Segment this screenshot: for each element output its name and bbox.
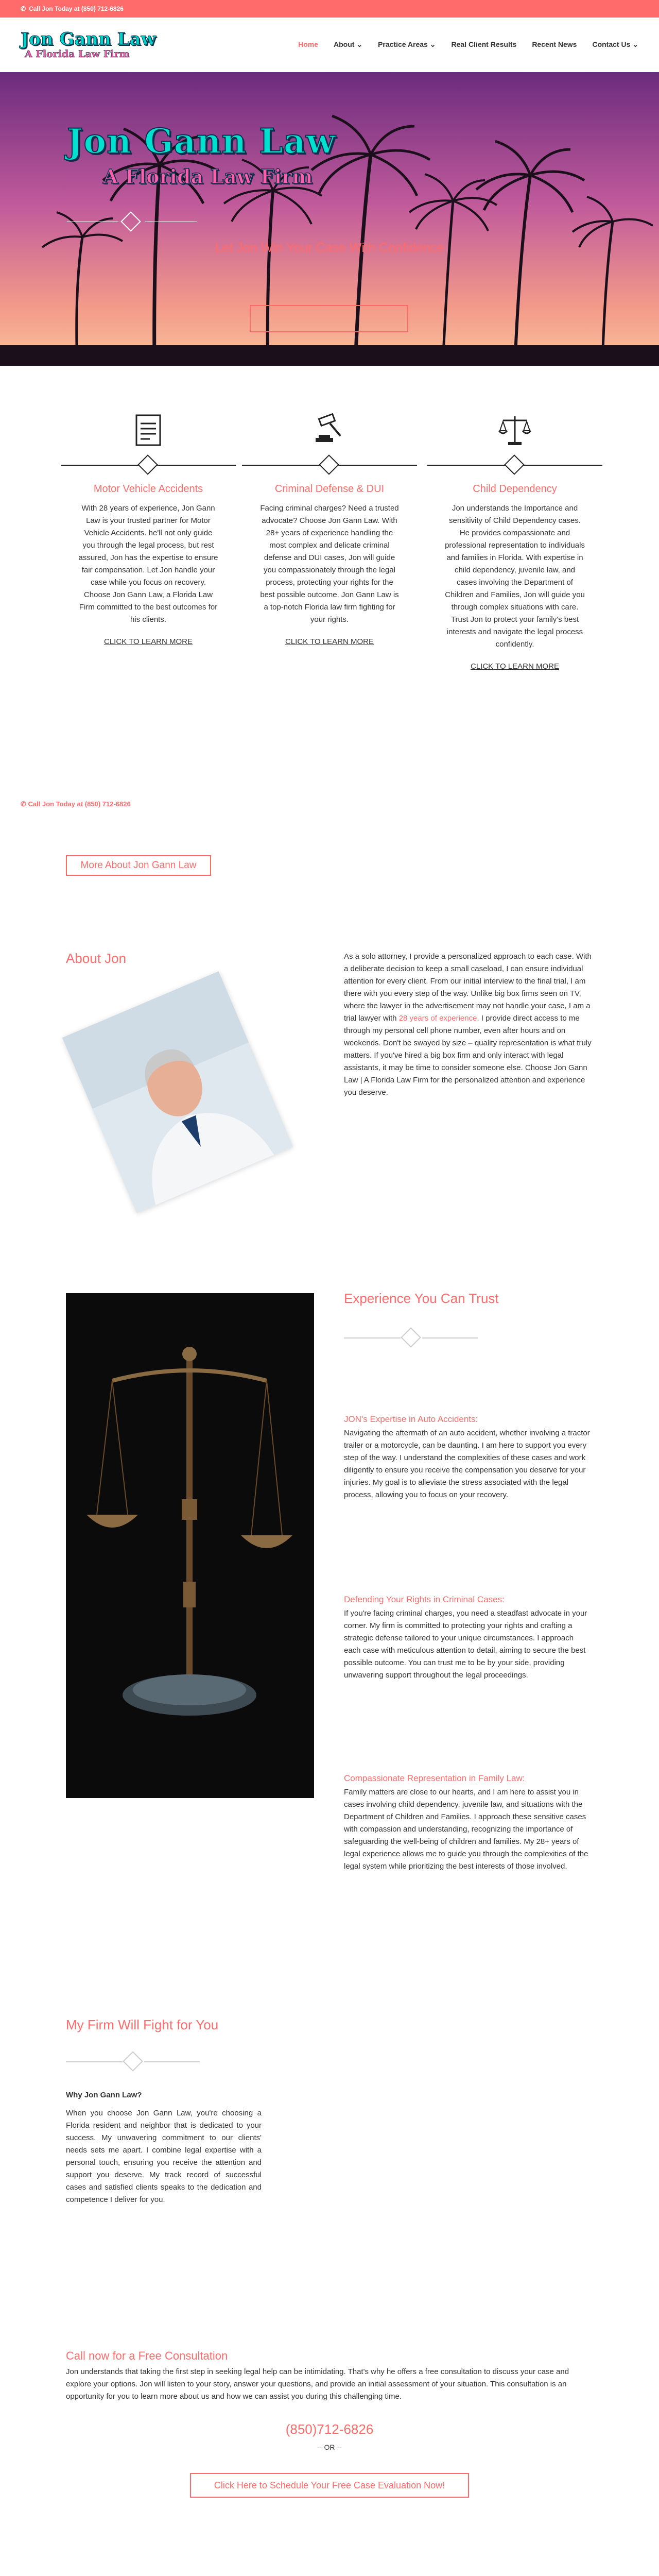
more-about-button[interactable]: More About Jon Gann Law bbox=[66, 855, 211, 876]
service-text: Jon understands the Importance and sensitivity of Child Dependency cases. He provides compassionate and professional representation to individuals and families in Florida. With expertise in child dependency, juvenile law, and cases involving the Department of Children and Families, Jon will guide you through complex situations with care. Trust Jon to protect your family's best interests and navigate the legal process confidently. bbox=[445, 504, 585, 649]
nav-contact-us[interactable]: Contact Us ⌄ bbox=[592, 40, 638, 48]
top-call-text: Call Jon Today at (850) 712-6826 bbox=[29, 5, 124, 12]
scales-icon bbox=[497, 412, 533, 448]
service-text: With 28 years of experience, Jon Gann Law is your trusted partner for Motor Vehicle Accidents. he'll not only guide you through the legal process, but rest assured, Jon has the expertise to ensure fair compensation. Let Jon handle your case while you focus on recovery. Choose Jon Gann Law, a Florida Law Firm committed to the best outcomes for his clients. bbox=[78, 504, 218, 624]
service-title: Child Dependency bbox=[473, 483, 557, 495]
logo-sub-text: A Florida Law Firm bbox=[25, 48, 130, 60]
fight-heading: My Firm Will Fight for You bbox=[66, 2017, 219, 2032]
service-criminal-defense bbox=[242, 412, 417, 647]
hero-cta-button[interactable] bbox=[250, 305, 408, 332]
nav-practice-areas[interactable]: Practice Areas ⌄ bbox=[378, 40, 436, 48]
site-logo[interactable] bbox=[21, 30, 156, 60]
service-divider bbox=[61, 454, 236, 475]
chevron-down-icon: ⌄ bbox=[429, 40, 436, 48]
about-text: As a solo attorney, I provide a personalized approach to each case. With a deliberate decision to keep a small caseload, I can ensure individual attention for every client. From our initial interview to the final trial, I am there with you every step of the way. Unlike big box firms seen on TV, where the lawyer in the advertisement may not handle your case, I am a trial lawyer with 28 years of experience. I provide direct access to me through my personal cell phone number, even after hours and on weekends. Don't be swayed by size – quality representation is what truly matters. If you've hired a big box firm and only interact with legal assistants, it may be time to consider someone else. Choose Jon Gann Law | A Florida Law Firm for the personalized attention and experience you deserve. bbox=[344, 952, 592, 1097]
top-call-bar[interactable] bbox=[0, 0, 659, 18]
mid-call-link[interactable] bbox=[21, 800, 131, 808]
nav-home[interactable]: Home bbox=[298, 40, 319, 48]
phone-icon: ✆ bbox=[21, 5, 26, 12]
hero-tagline: Let Jon Win Your Case With Confidence bbox=[215, 241, 444, 255]
fight-subheading: Why Jon Gann Law? bbox=[66, 2091, 142, 2099]
about-heading: About Jon bbox=[66, 951, 127, 966]
mid-call-text: Call Jon Today at (850) 712-6826 bbox=[28, 800, 131, 808]
nav-real-client-results[interactable]: Real Client Results bbox=[451, 40, 517, 48]
attorney-photo bbox=[62, 971, 293, 1213]
main-nav bbox=[298, 40, 638, 49]
nav-recent-news[interactable]: Recent News bbox=[532, 40, 577, 48]
service-learn-more-link[interactable]: CLICK TO LEARN MORE bbox=[285, 637, 374, 646]
site-header bbox=[0, 18, 659, 72]
document-icon bbox=[130, 412, 166, 448]
chevron-down-icon: ⌄ bbox=[632, 40, 638, 48]
gavel-icon bbox=[311, 412, 348, 448]
service-title: Motor Vehicle Accidents bbox=[93, 483, 203, 495]
consult-phone[interactable]: (850)712-6826 bbox=[285, 2421, 374, 2437]
service-text: Facing criminal charges? Need a trusted advocate? Choose Jon Gann Law. With 28+ years of experience handling the most complex and delicate criminal defense and DUI cases, Jon will guide you compassionately through the legal process, protecting your rights for the best possible outcome. Jon Gann Law is a top-notch Florida law firm fighting for your rights. bbox=[260, 504, 399, 624]
experience-divider bbox=[344, 1327, 478, 1348]
phone-icon: ✆ bbox=[21, 800, 26, 808]
schedule-evaluation-button[interactable]: Click Here to Schedule Your Free Case Evaluation Now! bbox=[190, 2473, 469, 2498]
experience-item-title: Compassionate Representation in Family Law: bbox=[344, 1773, 525, 1783]
fight-divider bbox=[66, 2051, 200, 2072]
service-learn-more-link[interactable]: CLICK TO LEARN MORE bbox=[104, 637, 193, 646]
experience-item-text: Navigating the aftermath of an auto accident, whether involving a tractor trailer or a motorcycle, can be daunting. I am here to support you every step of the way. I understand the complexities of these cases and work diligently to ensure you receive the compensation you deserve for your injuries. My goal is to alleviate the stress associated with the legal process, allowing you to focus on your recovery. bbox=[344, 1429, 590, 1499]
experience-item-text: Family matters are close to our hearts, and I am here to assist you in cases involving child dependency, juvenile law, and situations with the Department of Children and Families. I approach these sensitive cases with compassion and understanding, recognizing the importance of safeguarding the well-being of children and families. My 28+ years of legal experience allows me to guide you through the complexities of the legal system while prioritizing the best interests of those involved. bbox=[344, 1788, 588, 1871]
consult-text: Jon understands that taking the first step in seeking legal help can be intimidating. That's why he offers a free consultation to discuss your case and explore your options. Jon will listen to your story, answer your questions, and provide an initial assessment of your situation. This consultation is an opportunity for you to learn more about us and how we can assist you during this challenging time. bbox=[66, 2367, 569, 2401]
experience-item-title: Defending Your Rights in Criminal Cases: bbox=[344, 1595, 505, 1604]
experience-item-text: If you're facing criminal charges, you need a steadfast advocate in your corner. My firm is committed to protecting your rights and crafting a strategic defense tailored to your unique circumstances. I approach each case with meticulous attention to detail, aiming to secure the best possible outcome. You can trust me to be by your side, providing unwavering support throughout the legal proceedings. bbox=[344, 1609, 587, 1680]
service-divider bbox=[427, 454, 602, 475]
hero-title: Jon Gann Law bbox=[67, 121, 336, 161]
chevron-down-icon: ⌄ bbox=[356, 40, 363, 48]
consult-heading: Call now for a Free Consultation bbox=[66, 2349, 228, 2362]
nav-about[interactable]: About ⌄ bbox=[334, 40, 363, 48]
consult-or: – OR – bbox=[318, 2443, 341, 2451]
experience-heading: Experience You Can Trust bbox=[344, 1291, 499, 1306]
hero-subtitle: A Florida Law Firm bbox=[103, 165, 313, 188]
about-highlight: 28 years of experience. bbox=[398, 1014, 479, 1023]
service-learn-more-link[interactable]: CLICK TO LEARN MORE bbox=[471, 662, 559, 671]
logo-main-text: Jon Gann Law bbox=[21, 29, 156, 49]
service-child-dependency bbox=[427, 412, 602, 671]
scales-of-justice-image bbox=[66, 1293, 314, 1798]
hero-banner bbox=[0, 72, 659, 366]
service-title: Criminal Defense & DUI bbox=[274, 483, 385, 495]
experience-item-title: JON's Expertise in Auto Accidents: bbox=[344, 1414, 478, 1424]
service-divider bbox=[242, 454, 417, 475]
service-motor-vehicle bbox=[61, 412, 236, 647]
fight-text: When you choose Jon Gann Law, you're choosing a Florida resident and neighbor that is dedicated to your success. My unwavering commitment to our clients' needs sets me apart. I combine legal expertise with a personal touch, ensuring you receive the attention and support you deserve. My track record of successful cases and satisfied clients speaks to the dedication and competence I deliver for you. bbox=[66, 2109, 262, 2204]
